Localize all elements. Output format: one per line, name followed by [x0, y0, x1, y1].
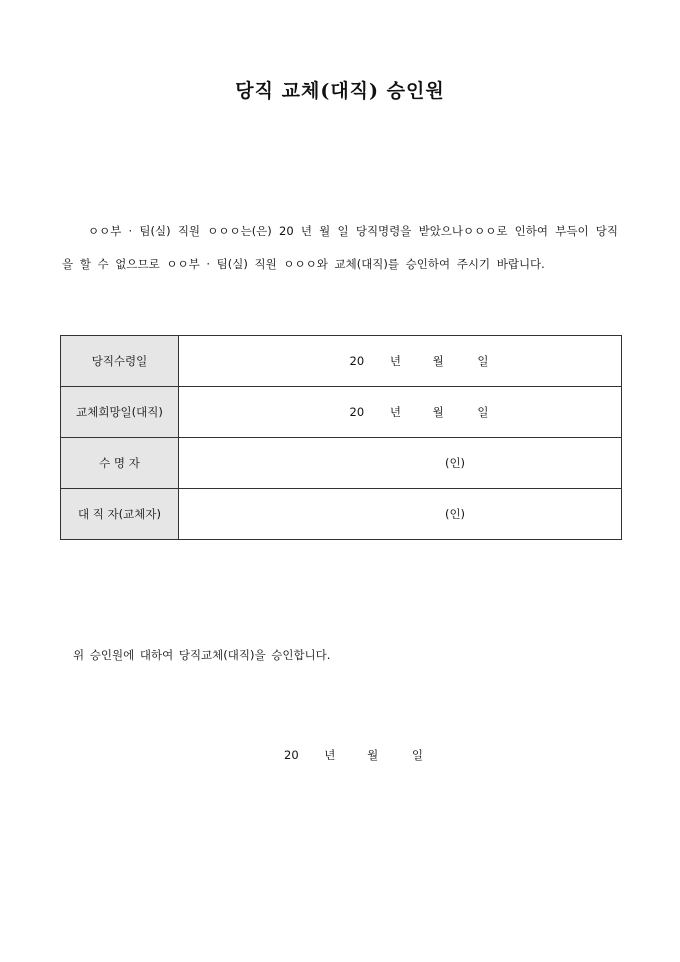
substitute-seal: (인) — [444, 507, 466, 521]
table-row-duty-date — [61, 336, 622, 387]
swap-date-value — [179, 387, 622, 438]
duty-info-table — [60, 335, 622, 540]
swap-date-label: 교체희망일(대직) — [61, 387, 179, 438]
assignee-label: 수 명 자 — [61, 438, 179, 489]
footer-date-year-prefix: 20 — [284, 748, 299, 762]
footer-date-month: 월 — [367, 748, 379, 762]
swap-date-year: 년 — [389, 405, 401, 419]
duty-date-month: 월 — [432, 354, 444, 368]
duty-date-year: 년 — [389, 354, 401, 368]
assignee-seal-cell — [179, 438, 622, 489]
table-row-substitute — [61, 489, 622, 540]
document-title: 당직 교체(대직) 승인원 — [235, 80, 445, 102]
table-row-assignee — [61, 438, 622, 489]
duty-date-value — [179, 336, 622, 387]
swap-date-month: 월 — [432, 405, 444, 419]
footer-date — [284, 747, 423, 763]
duty-date-label: 당직수령일 — [61, 336, 179, 387]
swap-date-year-prefix: 20 — [349, 405, 365, 419]
footer-date-year: 년 — [324, 748, 336, 762]
duty-date-year-prefix: 20 — [349, 354, 365, 368]
swap-date-day: 일 — [477, 405, 489, 419]
assignee-seal: (인) — [444, 456, 466, 470]
substitute-label: 대 직 자(교체자) — [61, 489, 179, 540]
duty-date-day: 일 — [477, 354, 489, 368]
substitute-seal-cell — [179, 489, 622, 540]
approval-statement: 위 승인원에 대하여 당직교체(대직)을 승인합니다. — [73, 648, 331, 662]
table-row-swap-date — [61, 387, 622, 438]
request-body-text: ㅇㅇ부 · 팀(실) 직원 ㅇㅇㅇ는(은) 20 년 월 일 당직명령을 받았으나ㅇㅇㅇ로 인하여 부득이 당직을 할 수 없으므로 ㅇㅇ부 · 팀(실) 직원 ㅇㅇㅇ와 교체(대직)를 승인하여 주시기 바랍니다. — [62, 224, 618, 271]
footer-date-day: 일 — [411, 748, 423, 762]
